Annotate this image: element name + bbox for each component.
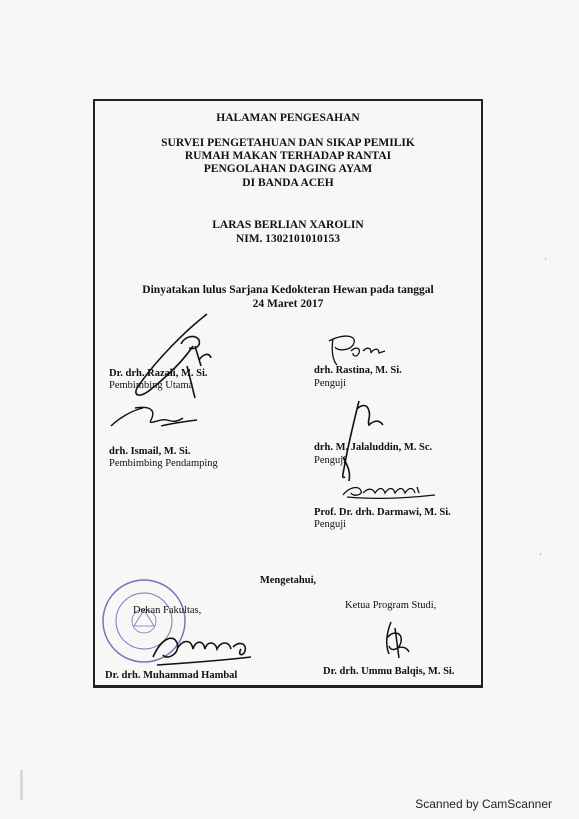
graduation-date: 24 Maret 2017 [252,298,324,310]
thesis-title-line: DI BANDA ACEH [242,177,334,189]
dean-name: Dr. drh. Muhammad Hambal [105,670,238,681]
signature-hambal [147,621,257,669]
darmawi-name: Prof. Dr. drh. Darmawi, M. Si. [314,507,451,518]
page-title: HALAMAN PENGESAHAN [216,112,360,124]
signature-rastina [323,329,393,369]
signature-ismail [105,396,205,436]
head-name: Dr. drh. Ummu Balqis, M. Si. [323,666,455,677]
document-frame [93,99,483,688]
author-nim: NIM. 1302101010153 [235,233,341,245]
rastina-name: drh. Rastina, M. Si. [314,365,402,376]
scan-speck [545,258,546,260]
scanner-watermark: Scanned by CamScanner [415,797,552,811]
jalaluddin-name: drh. M. Jalaluddin, M. Sc. [314,442,433,453]
jalaluddin-role: Penguji [314,455,347,466]
razali-name: Dr. drh. Razali, M. Si. [109,368,208,379]
scan-speck [540,553,541,555]
thesis-title-line: RUMAH MAKAN TERHADAP RANTAI [184,150,392,162]
page-edge-shadow [20,770,23,800]
signature-darmawi [339,477,439,501]
darmawi-role: Penguji [314,519,347,530]
ismail-role: Pembimbing Pendamping [109,458,218,469]
thesis-title-line: SURVEI PENGETAHUAN DAN SIKAP PEMILIK [161,137,415,149]
head-role: Ketua Program Studi, [345,600,437,611]
thesis-title-line: PENGOLAHAN DAGING AYAM [203,163,373,175]
rastina-role: Penguji [314,378,347,389]
signature-razali [115,306,225,406]
graduation-statement: Dinyatakan lulus Sarjana Kedokteran Hewan pada tanggal [142,284,434,296]
approval-heading: Mengetahui, [259,575,317,586]
ismail-name: drh. Ismail, M. Si. [109,446,191,457]
author-name: LARAS BERLIAN XAROLIN [212,219,364,231]
signature-ummu-balqis [377,618,413,660]
razali-role: Pembimbing Utama [109,380,194,391]
dean-role: Dekan Fakultas, [133,605,202,616]
